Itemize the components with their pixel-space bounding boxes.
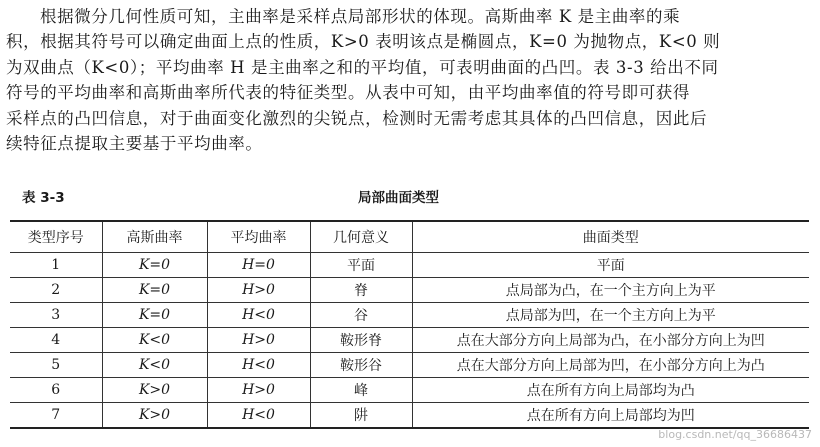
table-number: 表 3-3 — [22, 190, 65, 206]
cell-gauss: K<0 — [102, 353, 207, 378]
table-row — [10, 278, 809, 303]
cell-type: 点在大部分方向上局部为凸，在小部分方向上为凹 — [412, 328, 809, 353]
cell-meaning: 鞍形脊 — [310, 328, 412, 353]
paragraph-line: 续特征点提取主要基于平均曲率。 — [6, 133, 263, 153]
cell-id: 3 — [10, 303, 102, 328]
cell-meaning: 鞍形谷 — [310, 353, 412, 378]
cell-mean: H<0 — [207, 353, 310, 378]
cell-meaning: 峰 — [310, 378, 412, 403]
cell-mean: H<0 — [207, 403, 310, 429]
cell-type: 点局部为凹，在一个主方向上为平 — [412, 303, 809, 328]
cell-type: 点局部为凸，在一个主方向上为平 — [412, 278, 809, 303]
paragraph-line: 符号的平均曲率和高斯曲率所代表的特征类型。从表中可知，由平均曲率值的符号即可获得 — [6, 83, 690, 103]
cell-gauss: K=0 — [102, 303, 207, 328]
cell-type: 点在所有方向上局部均为凸 — [412, 378, 809, 403]
cell-id: 2 — [10, 278, 102, 303]
table-row — [10, 328, 809, 353]
cell-id: 1 — [10, 253, 102, 278]
paragraph-line: 采样点的凸凹信息，对于曲面变化激烈的尖锐点，检测时无需考虑其具体的凸凹信息，因此后 — [6, 108, 708, 128]
table-row — [10, 403, 809, 429]
cell-gauss: K=0 — [102, 278, 207, 303]
paragraph-line: 根据微分几何性质可知，主曲率是采样点局部形状的体现。高斯曲率 K 是主曲率的乘 — [40, 7, 681, 26]
cell-mean: H>0 — [207, 328, 310, 353]
table-row — [10, 353, 809, 378]
cell-id: 4 — [10, 328, 102, 353]
watermark: blog.csdn.net/qq_36686437 — [658, 428, 812, 441]
paragraph-line: 为双曲点（K<0）；平均曲率 H 是主曲率之和的平均值，可表明曲面的凸凹。表 3-3 给出不同 — [6, 57, 719, 77]
table-row — [10, 303, 809, 328]
header-cell: 高斯曲率 — [102, 221, 207, 253]
cell-mean: H<0 — [207, 303, 310, 328]
header-cell: 几何意义 — [310, 221, 412, 253]
cell-gauss: K>0 — [102, 378, 207, 403]
cell-meaning: 谷 — [310, 303, 412, 328]
cell-id: 6 — [10, 378, 102, 403]
table-header-row — [10, 221, 809, 253]
header-cell: 类型序号 — [10, 221, 102, 253]
cell-meaning: 平面 — [310, 253, 412, 278]
cell-id: 7 — [10, 403, 102, 429]
header-cell: 平均曲率 — [207, 221, 310, 253]
cell-type: 点在大部分方向上局部为凹，在小部分方向上为凸 — [412, 353, 809, 378]
paragraph-line: 积，根据其符号可以确定曲面上点的性质，K>0 表明该点是椭圆点，K=0 为抛物点，K<0 则 — [6, 32, 721, 52]
cell-mean: H>0 — [207, 278, 310, 303]
curvature-table — [10, 220, 809, 429]
table-row — [10, 253, 809, 278]
cell-gauss: K>0 — [102, 403, 207, 429]
cell-meaning: 阱 — [310, 403, 412, 429]
table-caption — [0, 186, 820, 206]
table-title: 局部曲面类型 — [358, 190, 439, 206]
cell-id: 5 — [10, 353, 102, 378]
cell-mean: H>0 — [207, 378, 310, 403]
cell-type: 点在所有方向上局部均为凹 — [412, 403, 809, 429]
header-cell: 曲面类型 — [412, 221, 809, 253]
cell-mean: H=0 — [207, 253, 310, 278]
table-row — [10, 378, 809, 403]
cell-meaning: 脊 — [310, 278, 412, 303]
body-paragraph — [6, 4, 814, 156]
cell-gauss: K<0 — [102, 328, 207, 353]
cell-type: 平面 — [412, 253, 809, 278]
cell-gauss: K=0 — [102, 253, 207, 278]
